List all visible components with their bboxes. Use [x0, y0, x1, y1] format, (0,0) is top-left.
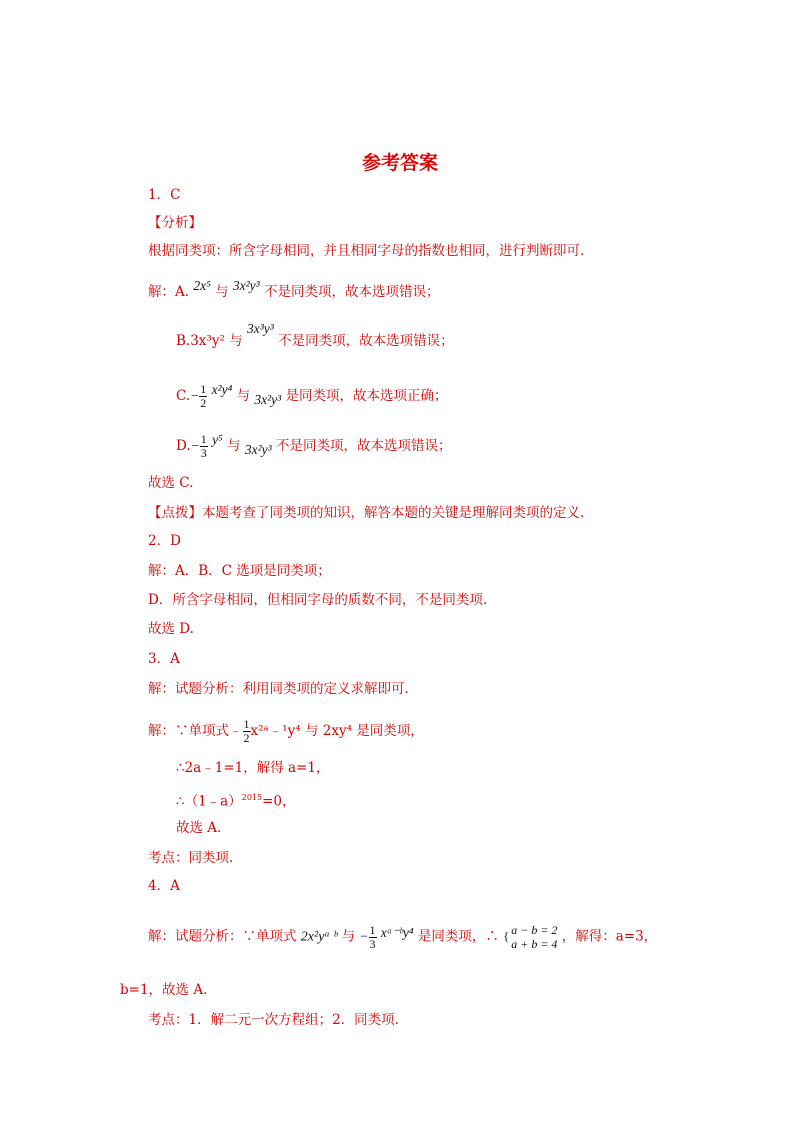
q2-number: 2．D	[148, 533, 181, 549]
q1-sol-prefix: 解：A.	[148, 284, 190, 300]
q2-line2: D．所含字母相同，但相同字母的质数不同，不是同类项.	[148, 592, 488, 608]
q1-opt-c-fraction: $\frac{1}{2}$	[200, 382, 207, 410]
q3-line2-prefix: 解：∵单项式﹣	[148, 723, 243, 739]
q3-line4-sup: 2015	[241, 793, 263, 802]
page-title: 参考答案	[361, 152, 438, 174]
q3-line2	[148, 718, 424, 745]
q1-opt-c-prefix: C.	[176, 388, 191, 404]
q3-line4	[176, 789, 296, 811]
q2-line1: 解：A．B．C 选项是同类项；	[148, 563, 331, 579]
q1-opt-a-left: 2x⁵	[193, 278, 211, 293]
q3-point: 考点：同类项.	[148, 850, 234, 866]
q1-opt-d-prefix: D.	[176, 438, 191, 454]
q4-line2: b=1，故选 A.	[120, 982, 208, 998]
q3-number: 3．A	[148, 651, 180, 667]
q4-eq1: a − b = 2	[511, 923, 558, 937]
q4-eq2: a + b = 4	[511, 937, 558, 951]
q1-opt-d-result: 不是同类项，故本选项错误；	[275, 438, 452, 454]
q1-opt-a-conn: 与	[215, 284, 229, 300]
q4-line-end: ，解得：a=3，	[561, 928, 658, 945]
q1-opt-d-left: y⁵	[212, 432, 223, 447]
q1-opt-d-conn: 与	[227, 438, 241, 454]
q4-mono1: 2x²yᵃ ᵇ	[300, 929, 338, 945]
q1-opt-b-left: B.3x³y² 与	[176, 333, 243, 349]
q1-analysis: 根据同类项：所含字母相同，并且相同字母的指数也相同，进行判断即可.	[148, 243, 585, 259]
q1-option-a	[148, 278, 440, 301]
q1-opt-c-conn: 与	[236, 388, 251, 404]
q3-line3: ∴2a﹣1=1，解得 a=1，	[176, 760, 330, 776]
q3-conclusion: 故选 A.	[176, 820, 222, 836]
q1-opt-d-fraction: $\frac{1}{3}$	[200, 432, 207, 460]
q4-number: 4．A	[148, 878, 180, 894]
q1-option-c: C.− $\frac{1}{2}$ x²y⁴ 与 3x²y³ 是同类项，故本选项正确；	[176, 382, 448, 410]
q4-line-prefix: 解：试题分析：∵单项式	[148, 928, 297, 945]
q1-opt-d-right: 3x²y³	[244, 442, 272, 457]
q3-line2-mid: x²ᵃ﹣¹y⁴ 与 2xy⁴ 是同类项，	[250, 723, 424, 739]
q1-opt-c-left: x²y⁴	[211, 382, 233, 397]
q3-fraction: $\frac{1}{2}$	[243, 717, 250, 745]
q4-mono2: xᵃ⁻ᵇy⁴	[380, 924, 414, 940]
q2-conclusion: 故选 D.	[148, 621, 194, 637]
q1-conclusion: 故选 C.	[148, 475, 194, 491]
q3-line4-a: ∴（1﹣a）	[176, 793, 242, 810]
q4-equation-system: { a − b = 2 a + b = 4	[503, 923, 558, 951]
q4-line1: 解：试题分析：∵单项式 2x²yᵃ ᵇ 与 − $\frac{1}{3}$ xᵃ⁻ᵇy⁴ 是同类项，∴ { a − b = 2 a + b = 4 ，解得：a=3，	[148, 922, 658, 951]
q1-opt-a-result: 不是同类项，故本选项错误；	[264, 284, 440, 300]
q1-opt-b-result: 不是同类项，故本选项错误；	[278, 333, 454, 349]
q3-line1: 解：试题分析：利用同类项的定义求解即可.	[148, 681, 409, 697]
q3-line4-b: =0，	[262, 793, 296, 810]
q1-analysis-tag: 【分析】	[148, 215, 202, 231]
q1-opt-c-result: 是同类项，故本选项正确；	[285, 388, 448, 404]
q1-opt-a-right: 3x²y³	[232, 278, 260, 293]
q1-option-b	[176, 321, 454, 350]
q4-conn: 与	[341, 928, 356, 945]
q1-option-d: D.− $\frac{1}{3}$ y⁵ 与 3x²y³ 不是同类项，故本选项错误；	[176, 432, 452, 460]
q1-opt-c-right: 3x²y³	[254, 392, 282, 407]
q1-comment: 【点拨】本题考查了同类项的知识，解答本题的关键是理解同类项的定义.	[148, 505, 585, 521]
q4-line-mid: 是同类项，∴	[417, 928, 499, 945]
q4-point: 考点：1．解二元一次方程组；2．同类项.	[148, 1012, 399, 1028]
q1-number: 1．C	[148, 187, 181, 203]
q4-fraction: $\frac{1}{3}$	[369, 922, 376, 951]
q1-opt-b-right: 3x³y³	[246, 321, 274, 336]
